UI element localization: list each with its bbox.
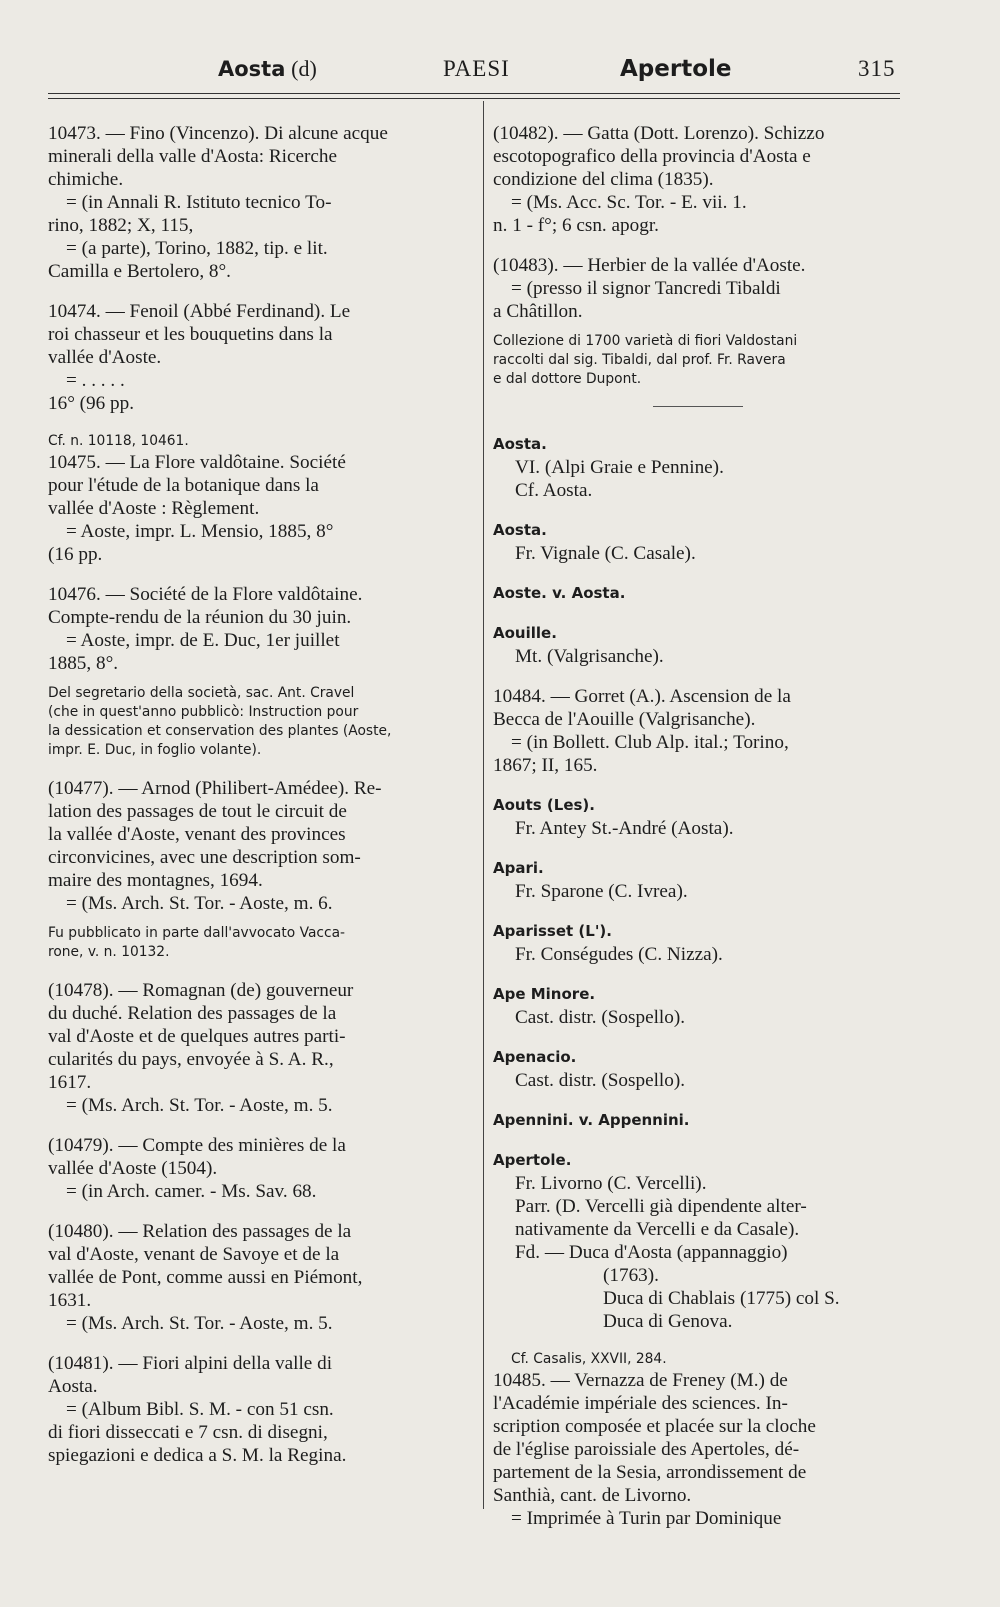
header-rule-top — [48, 93, 900, 94]
entry-10484 — [493, 685, 903, 777]
entry-line: vallée d'Aoste. — [48, 347, 162, 368]
entry-line: spiegazioni e dedica a S. M. la Regina. — [48, 1445, 347, 1466]
entry-line: 1885, 8°. — [48, 653, 119, 674]
place-line: Fr. Livorno (C. Vercelli). — [515, 1173, 707, 1194]
place-line: Duca di Genova. — [603, 1311, 733, 1332]
entry-line: = Imprimée à Turin par Dominique — [511, 1508, 782, 1529]
entry-line: (10479). — Compte des minières de la — [48, 1135, 346, 1156]
entry-line: = (a parte), Torino, 1882, tip. e lit. — [66, 238, 328, 259]
entry-line: = Aoste, impr. de E. Duc, 1er juillet — [66, 630, 340, 651]
entry-10485 — [493, 1369, 903, 1530]
entry-line: val d'Aoste, venant de Savoye et de la — [48, 1244, 340, 1265]
running-header — [48, 56, 900, 92]
entry-line: partement de la Sesia, arrondissement de — [493, 1462, 807, 1483]
note-line: la dessication et conservation des plantes (Aoste, — [48, 723, 392, 739]
place-line: Cf. Aosta. — [515, 480, 593, 501]
entry-line: cularités du pays, envoyée à S. A. R., — [48, 1049, 334, 1070]
note-line: Del segretario della società, sac. Ant. Cravel — [48, 685, 355, 701]
header-left-bold: Aosta — [218, 57, 286, 81]
entry-line: 10473. — Fino (Vincenzo). Di alcune acque — [48, 123, 388, 144]
entry-line: = (presso il signor Tancredi Tibaldi — [511, 278, 781, 299]
entry-line: vallée de Pont, comme aussi en Piémont, — [48, 1267, 363, 1288]
place-apenacio — [493, 1046, 903, 1092]
place-heading: Aparisset (L'). — [493, 922, 612, 940]
place-line: nativamente da Vercelli e da Casale). — [515, 1219, 800, 1240]
place-heading: Apertole. — [493, 1151, 572, 1169]
entry-line: = (in Bollett. Club Alp. ital.; Torino, — [511, 732, 789, 753]
entry-line: Aosta. — [48, 1376, 98, 1397]
place-line: Fd. — Duca d'Aosta (appannaggio) — [515, 1242, 788, 1263]
entry-line: Santhià, cant. de Livorno. — [493, 1485, 692, 1506]
entry-line: (10482). — Gatta (Dott. Lorenzo). Schizzo — [493, 123, 825, 144]
place-ape-minore — [493, 983, 903, 1029]
place-heading: Aosta. — [493, 521, 547, 539]
entry-line: 1617. — [48, 1072, 92, 1093]
place-heading: Apari. — [493, 859, 544, 877]
section-divider — [653, 406, 743, 407]
entry-10476 — [48, 583, 468, 675]
entry-line: = Aoste, impr. L. Mensio, 1885, 8° — [66, 521, 334, 542]
entry-line: du duché. Relation des passages de la — [48, 1003, 337, 1024]
entry-line: Camilla e Bertolero, 8°. — [48, 261, 231, 282]
left-column — [48, 122, 468, 1484]
entry-line: 10475. — La Flore valdôtaine. Société — [48, 452, 346, 473]
place-line: Fr. Conségudes (C. Nizza). — [515, 944, 723, 965]
place-heading: Aosta. — [493, 435, 547, 453]
entry-line: 1631. — [48, 1290, 92, 1311]
entry-line: Compte-rendu de la réunion du 30 juin. — [48, 607, 352, 628]
entry-line: 10484. — Gorret (A.). Ascension de la — [493, 686, 791, 707]
entry-line: = (Ms. Arch. St. Tor. - Aoste, m. 6. — [66, 893, 333, 914]
entry-10477 — [48, 777, 468, 915]
header-right: Apertole — [620, 56, 732, 82]
entry-10482 — [493, 122, 903, 237]
place-line: Cast. distr. (Sospello). — [515, 1070, 686, 1091]
place-heading: Apenacio. — [493, 1048, 577, 1066]
place-aouille — [493, 622, 903, 668]
place-heading: Aoste. v. Aosta. — [493, 584, 626, 602]
entry-line: roi chasseur et les bouquetins dans la — [48, 324, 333, 345]
place-line: Mt. (Valgrisanche). — [515, 646, 664, 667]
entry-line: = (Ms. Arch. St. Tor. - Aoste, m. 5. — [66, 1095, 333, 1116]
entry-line: rino, 1882; X, 115, — [48, 215, 194, 236]
entry-line: (10478). — Romagnan (de) gouverneur — [48, 980, 354, 1001]
entry-line: la vallée d'Aoste, venant des provinces — [48, 824, 346, 845]
note-line: rone, v. n. 10132. — [48, 944, 170, 960]
entry-line: de l'église paroissiale des Apertoles, dé- — [493, 1439, 800, 1460]
entry-line: l'Académie impériale des sciences. In- — [493, 1393, 788, 1414]
entry-line: a Châtillon. — [493, 301, 583, 322]
place-line: Fr. Sparone (C. Ivrea). — [515, 881, 688, 902]
place-heading: Ape Minore. — [493, 985, 596, 1003]
entry-line: scription composée et placée sur la cloche — [493, 1416, 816, 1437]
place-aosta-2 — [493, 519, 903, 565]
entry-line: 1867; II, 165. — [493, 755, 598, 776]
entry-line: 10485. — Vernazza de Freney (M.) de — [493, 1370, 788, 1391]
entry-line: (10481). — Fiori alpini della valle di — [48, 1353, 333, 1374]
entry-note — [48, 924, 468, 962]
column-divider — [483, 101, 484, 1509]
place-line: Parr. (D. Vercelli già dipendente alter- — [515, 1196, 807, 1217]
place-aouts — [493, 794, 903, 840]
place-line: Cast. distr. (Sospello). — [515, 1007, 686, 1028]
place-heading: Aouille. — [493, 624, 557, 642]
entry-line: (10477). — Arnod (Philibert-Amédee). Re- — [48, 778, 382, 799]
entry-10473 — [48, 122, 468, 283]
entry-line: 10474. — Fenoil (Abbé Ferdinand). Le — [48, 301, 351, 322]
entry-line: chimiche. — [48, 169, 124, 190]
entry-note: Cf. Casalis, XXVII, 284. — [511, 1351, 667, 1367]
header-left — [218, 56, 317, 82]
note-line: e dal dottore Dupont. — [493, 371, 642, 387]
place-aosta-1 — [493, 433, 903, 502]
place-heading: Aouts (Les). — [493, 796, 595, 814]
entry-line: escotopografico della provincia d'Aosta e — [493, 146, 811, 167]
entry-line: pour l'étude de la botanique dans la — [48, 475, 319, 496]
entry-line: = (Ms. Acc. Sc. Tor. - E. vii. 1. — [511, 192, 747, 213]
page-number: 315 — [858, 56, 896, 81]
entry-line: = (in Annali R. Istituto tecnico To- — [66, 192, 332, 213]
note-line: impr. E. Duc, in foglio volante). — [48, 742, 262, 758]
note-line: Fu pubblicato in parte dall'avvocato Vacca- — [48, 925, 346, 941]
entry-10475 — [48, 451, 468, 566]
entry-10474 — [48, 300, 468, 415]
place-apertole — [493, 1149, 903, 1333]
header-center: PAESI — [443, 56, 510, 81]
entry-10481 — [48, 1352, 468, 1467]
entry-line: n. 1 - f°; 6 csn. apogr. — [493, 215, 659, 236]
entry-line: di fiori disseccati e 7 csn. di disegni, — [48, 1422, 328, 1443]
entry-line: circonvicines, avec une description som- — [48, 847, 361, 868]
entry-line: (10483). — Herbier de la vallée d'Aoste. — [493, 255, 806, 276]
place-apennini — [493, 1109, 903, 1132]
entry-line: = (Ms. Arch. St. Tor. - Aoste, m. 5. — [66, 1313, 333, 1334]
entry-line: minerali della valle d'Aosta: Ricerche — [48, 146, 338, 167]
header-left-rest: (d) — [291, 56, 317, 81]
place-aparisset — [493, 920, 903, 966]
note-line: (che in quest'anno pubblicò: Instruction pour — [48, 704, 359, 720]
entry-note — [48, 684, 468, 760]
entry-line: Becca de l'Aouille (Valgrisanche). — [493, 709, 756, 730]
entry-line: (10480). — Relation des passages de la — [48, 1221, 352, 1242]
note-line: raccolti dal sig. Tibaldi, dal prof. Fr. Ravera — [493, 352, 786, 368]
place-apari — [493, 857, 903, 903]
entry-line: vallée d'Aoste (1504). — [48, 1158, 218, 1179]
place-heading: Apennini. v. Appennini. — [493, 1111, 690, 1129]
entry-10483 — [493, 254, 903, 323]
entry-line: val d'Aoste et de quelques autres parti- — [48, 1026, 346, 1047]
place-line: Fr. Antey St.-André (Aosta). — [515, 818, 734, 839]
right-column — [493, 122, 903, 1547]
place-line: Fr. Vignale (C. Casale). — [515, 543, 696, 564]
entry-line: = . . . . . — [66, 370, 125, 391]
entry-10479 — [48, 1134, 468, 1203]
entry-line: vallée d'Aoste : Règlement. — [48, 498, 260, 519]
entry-line: 16° (96 pp. — [48, 393, 135, 414]
place-line: Duca di Chablais (1775) col S. — [603, 1288, 840, 1309]
entry-line: 10476. — Société de la Flore valdôtaine. — [48, 584, 363, 605]
entry-line: condizione del clima (1835). — [493, 169, 714, 190]
header-rule-bottom — [48, 98, 900, 99]
place-line: VI. (Alpi Graie e Pennine). — [515, 457, 724, 478]
entry-note: Cf. n. 10118, 10461. — [48, 433, 189, 449]
entry-10478 — [48, 979, 468, 1117]
entry-note — [493, 332, 903, 389]
entry-line: maire des montagnes, 1694. — [48, 870, 263, 891]
entry-line: = (in Arch. camer. - Ms. Sav. 68. — [66, 1181, 317, 1202]
entry-line: (16 pp. — [48, 544, 103, 565]
place-line: (1763). — [603, 1265, 659, 1286]
entry-line: = (Album Bibl. S. M. - con 51 csn. — [66, 1399, 334, 1420]
entry-line: lation des passages de tout le circuit de — [48, 801, 347, 822]
note-line: Collezione di 1700 varietà di fiori Valdostani — [493, 333, 798, 349]
entry-10480 — [48, 1220, 468, 1335]
place-aoste — [493, 582, 903, 605]
